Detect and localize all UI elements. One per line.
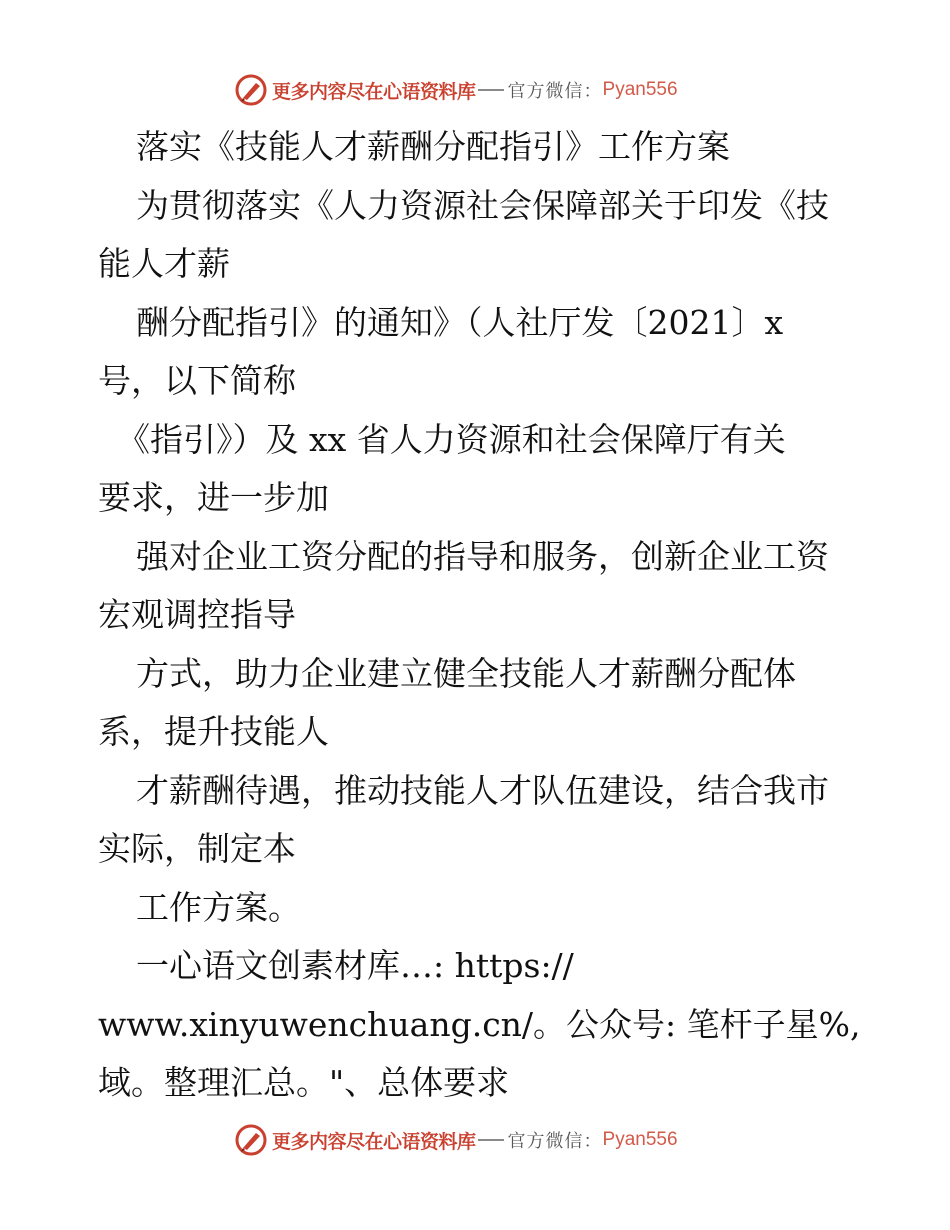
doc-line: 方式，助力企业建立健全技能人才薪酬分配体 <box>136 654 796 693</box>
doc-line: 一心语文创素材库…: https:// <box>136 946 574 985</box>
doc-line: 宏观调控指导 <box>98 595 296 634</box>
doc-line: 工作方案。 <box>136 888 301 927</box>
banner-label: 官方微信： <box>507 1131 603 1152</box>
doc-line: 能人才薪 <box>98 244 230 283</box>
doc-line: 才薪酬待遇，推动技能人才队伍建设，结合我市 <box>136 771 829 810</box>
footer-banner <box>234 1122 678 1158</box>
doc-line: 强对企业工资分配的指导和服务，创新企业工资 <box>136 537 829 576</box>
doc-line: 酬分配指引》的通知》（人社厅发〔2021〕x <box>136 303 784 342</box>
doc-line: www.xinyuwenchuang.cn/。公众号: 笔杆子星%, <box>98 1005 861 1044</box>
banner-main-text: 更多内容尽在心语资料库 <box>272 80 476 103</box>
doc-line: 要求，进一步加 <box>98 478 329 517</box>
doc-line: 实际，制定本 <box>98 829 296 868</box>
doc-line: 系，提升技能人 <box>98 712 329 751</box>
pen-logo-icon <box>234 1123 268 1157</box>
doc-line: 号，以下简称 <box>98 361 296 400</box>
banner-wechat-id: Pyan556 <box>602 79 678 100</box>
doc-line: 《指引》）及 xx 省人力资源和社会保障厅有关 <box>117 420 786 459</box>
doc-line: 为贯彻落实《人力资源社会保障部关于印发《技 <box>136 186 829 225</box>
banner-main-text: 更多内容尽在心语资料库 <box>272 1130 476 1153</box>
banner-label: 官方微信： <box>507 81 603 102</box>
doc-title: 落实《技能人才薪酬分配指引》工作方案 <box>136 127 730 166</box>
banner-dash <box>478 1139 504 1141</box>
doc-line: 域。整理汇总。"、总体要求 <box>98 1063 510 1102</box>
banner-wechat-id: Pyan556 <box>602 1129 678 1150</box>
